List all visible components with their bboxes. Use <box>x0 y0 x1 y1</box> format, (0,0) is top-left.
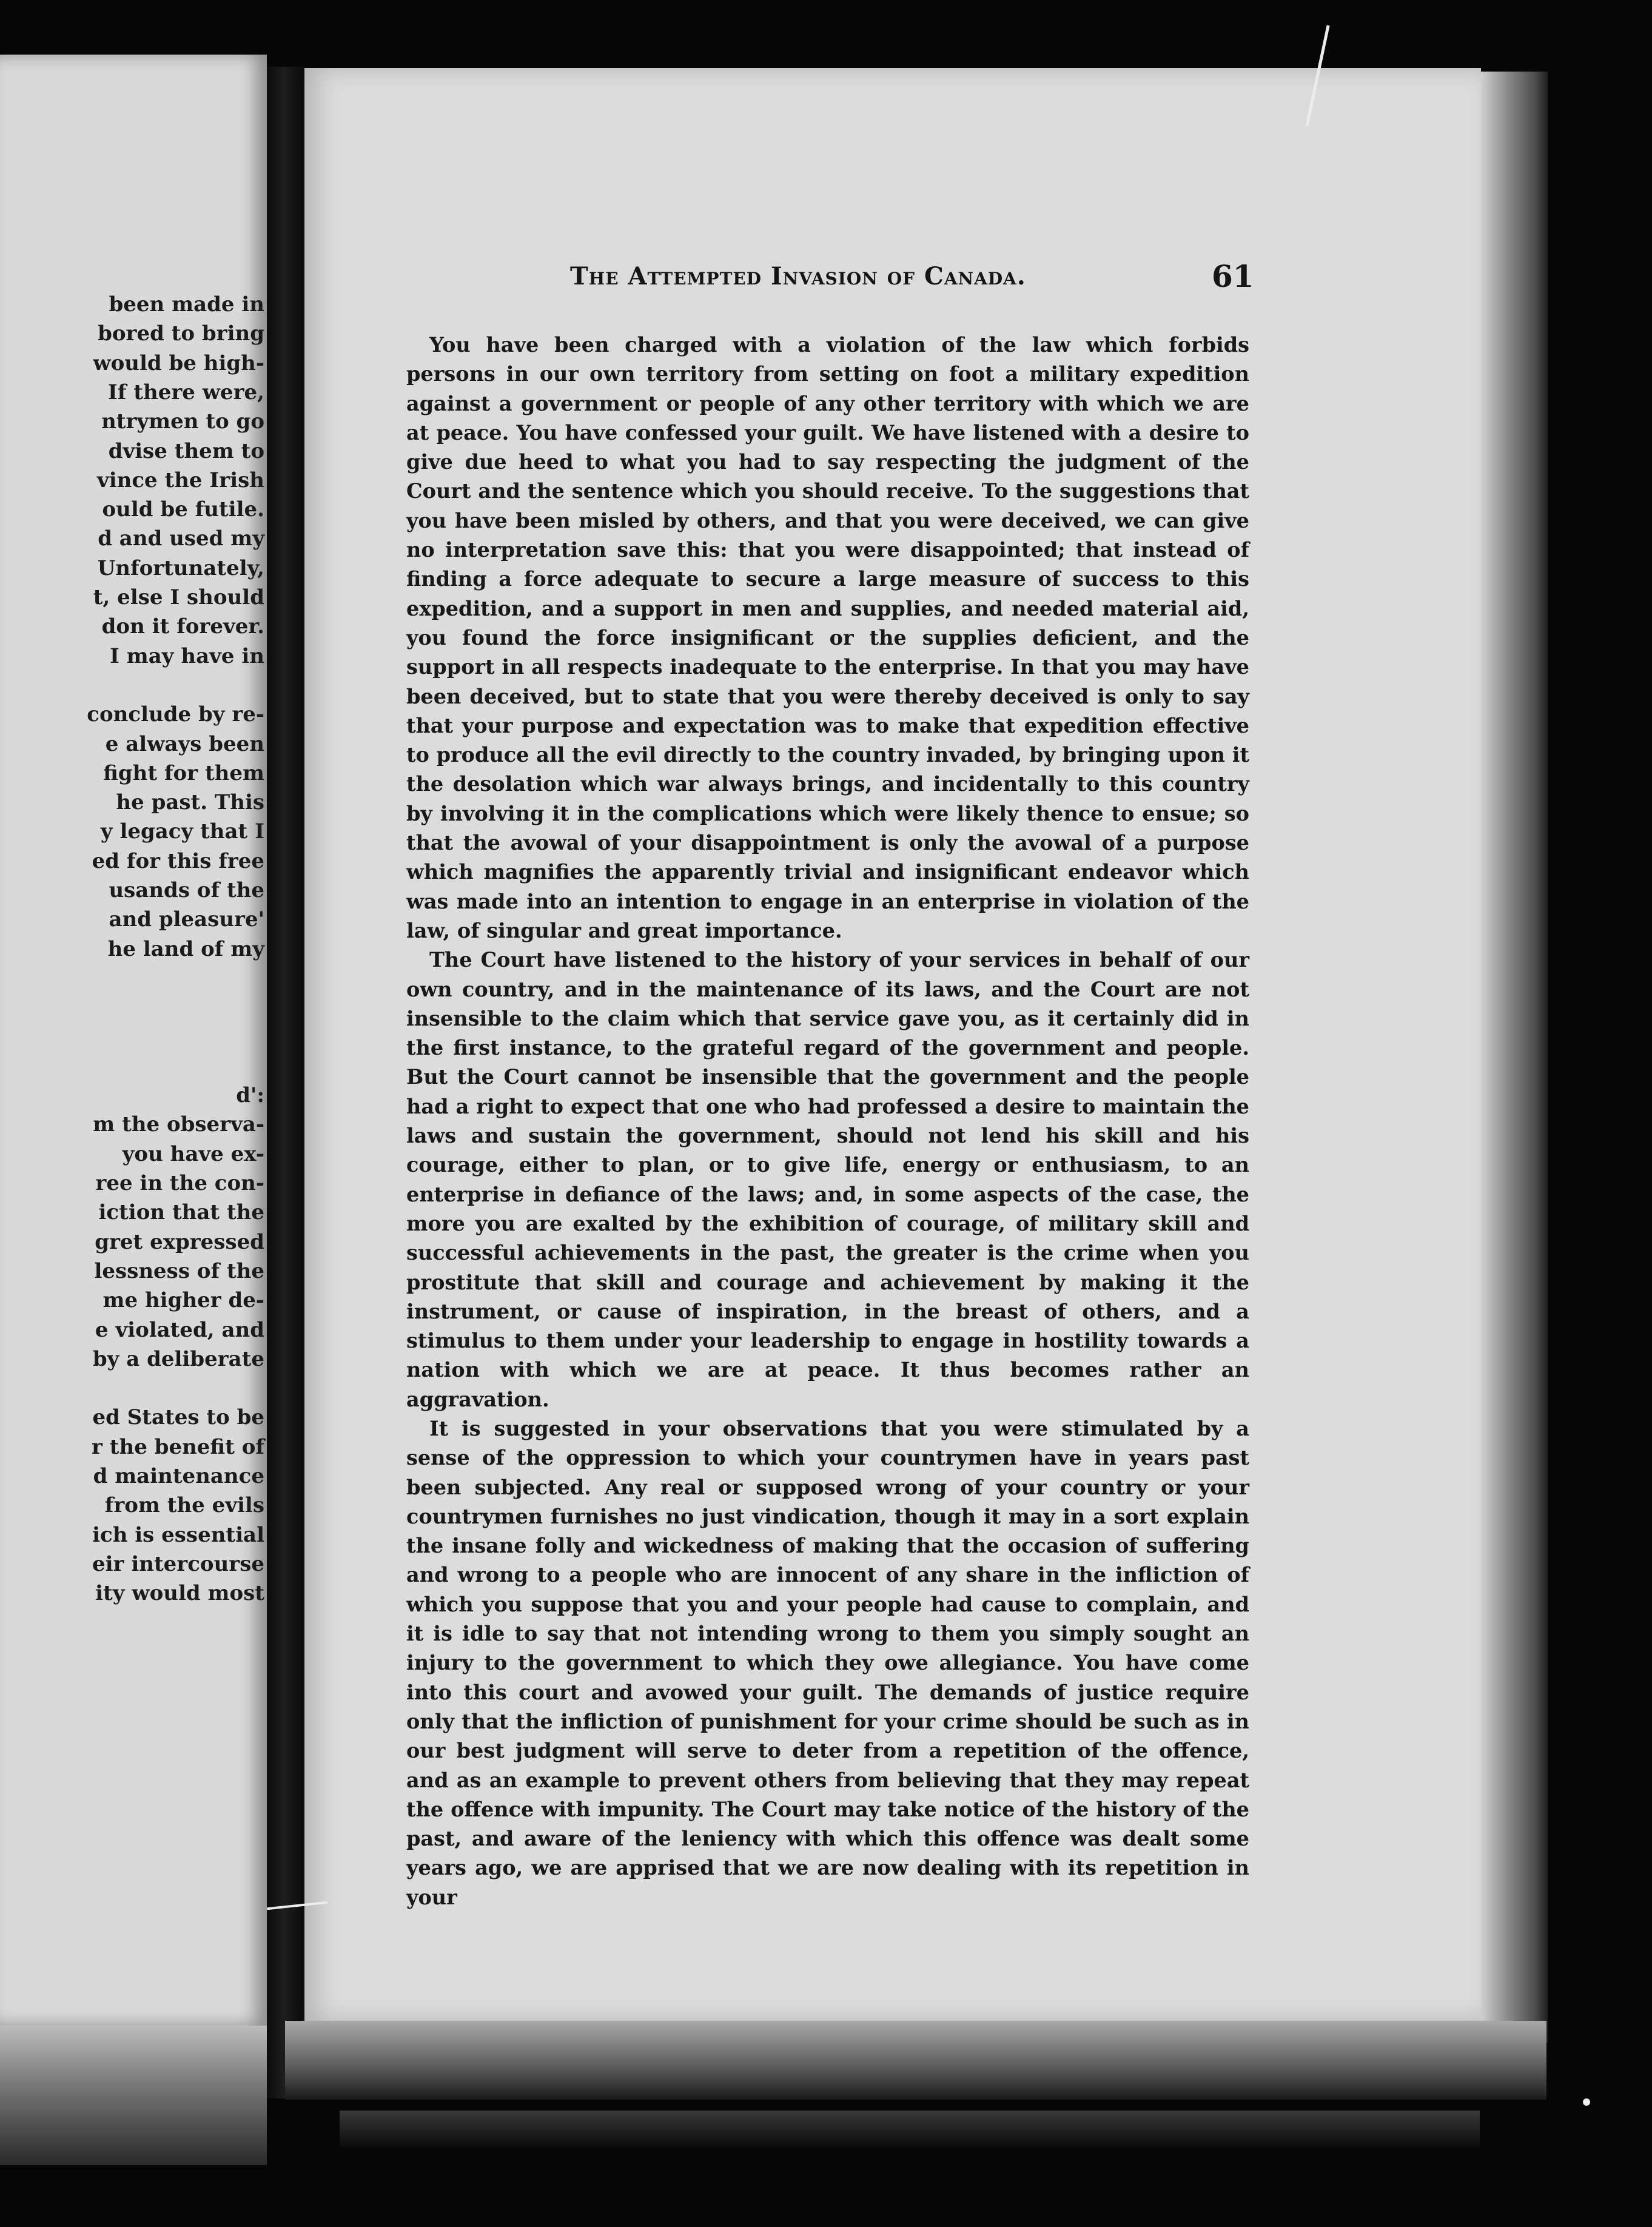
previous-page-line: m the observa- <box>93 1112 264 1137</box>
previous-page-line: d maintenance <box>93 1464 264 1488</box>
previous-page-line: I may have in <box>110 643 264 668</box>
previous-page-line: you have ex- <box>122 1141 264 1166</box>
paragraph: The Court have listened to the history of your services in behalf of our own country, and in the maintenance of its laws, and the Court are not insensible to the claim which that service gave you, as it certainly did in the first instance, to the grateful regard of the government and people. But the Court cannot be insensible that the government and the people had a right to expect that one who had professed a desire to maintain the laws and sustain the government, should not lend his skill and his courage, either to plan, or to give life, energy or enthusiasm, to an enterprise in defiance of the laws; and, in some aspects of the case, the more you are exalted by the exhibition of courage, of military skill and successful achievements in the past, the greater is the crime when you prostitute that skill and courage and achievement by making it the instrument, or cause of inspiration, in the breast of others, and a stimulus to them under your leadership to engage in hostility towards a nation with which we are at peace. It thus becomes rather an aggravation. <box>406 948 1249 1411</box>
previous-page-line: ed for this free <box>92 848 264 873</box>
page-body <box>406 331 1249 1912</box>
previous-page-line: usands of the <box>109 878 264 902</box>
previous-page-line: he past. This <box>116 790 264 815</box>
previous-page-line: ntrymen to go <box>101 409 264 434</box>
scan-speck <box>1583 2098 1590 2106</box>
previous-page-line: gret expressed <box>95 1229 264 1254</box>
page-stack-edge <box>1481 72 1548 2043</box>
previous-page-line: vince the Irish <box>96 468 264 492</box>
previous-page-line: bored to bring <box>98 321 264 346</box>
previous-page-line: dvise them to <box>108 438 264 463</box>
previous-page-line: been made in <box>109 292 264 317</box>
previous-page-line: ree in the con- <box>95 1171 264 1195</box>
previous-page-line: Unfortunately, <box>97 556 264 580</box>
page-bottom-edge <box>285 2021 1546 2100</box>
previous-page-line: by a deliberate <box>92 1346 264 1371</box>
book-gutter <box>267 67 304 2098</box>
previous-page-line: r the benefit of <box>92 1434 264 1459</box>
previous-page-line: and pleasure' <box>109 907 264 932</box>
previous-page-line: don it forever. <box>101 614 264 639</box>
previous-page-line: e violated, and <box>95 1317 264 1342</box>
previous-page-line: y legacy that I <box>100 819 264 844</box>
paragraph: You have been charged with a violation of the law which forbids persons in our own territory from setting on foot a military expedition against a government or people of any other territory with which we are at peace. You have confessed your guilt. We have listened with a desire to give due heed to what you had to say respecting the judgment of the Court and the sentence which you should receive. To the suggestions that you have been misled by others, and that you were deceived, we can give no interpretation save this: that you were disappointed; that instead of finding a force adequate to secure a large measure of success to this expedition, and a support in men and supplies, and needed material aid, you found the force insignificant or the supplies deficient, and the support in all respects inadequate to the enterprise. In that you may have been deceived, but to state that you were thereby deceived is only to say that your purpose and expectation was to make that expedition effective to produce all the evil directly to the country invaded, by bringing upon it the desolation which war always brings, and incidentally to this country by involving it in the complications which were likely thence to ensue; so that the avowal of your disappointment is only the avowal of a purpose which magnifies the apparently trivial and insignificant endeavor which was made into an intention to engage in an enterprise in violation of the law, of singular and great importance. <box>406 333 1249 942</box>
previous-page-fragment <box>0 55 267 2026</box>
previous-page-line: e always been <box>105 731 264 756</box>
previous-page-line: me higher de- <box>102 1288 264 1313</box>
paragraph: It is suggested in your observations that you were stimulated by a sense of the oppression to which your countrymen have in years past been subjected. Any real or supposed wrong of your country or your countrymen furnishes no just vindication, though it may in a sort explain the insane folly and wickedness of making that the occasion of suffering and wrong to a people who are innocent of any share in the infliction of which you suppose that you and your people had cause to complain, and it is idle to say that not intending wrong to them you simply sought an injury to the government to which they owe allegiance. You have come into this court and avowed your guilt. The demands of justice require only that the infliction of punishment for your crime should be such as in our best judgment will serve to deter from a repetition of the offence, and as an example to prevent others from believing that they may repeat the offence with impunity. The Court may take notice of the history of the past, and aware of the leniency with which this offence was dealt some years ago, we are apprised that we are now dealing with its repetition in your <box>406 1416 1249 1909</box>
previous-page-line: If there were, <box>107 380 264 405</box>
previous-page-line: ich is essential <box>92 1522 264 1547</box>
previous-page-line: fight for them <box>103 761 264 785</box>
previous-page-line: would be high- <box>93 351 264 375</box>
previous-page-line: from the evils <box>104 1493 264 1518</box>
previous-page-line: lessness of the <box>94 1258 264 1283</box>
previous-page-line: conclude by re- <box>87 702 264 727</box>
previous-page-line: ity would most <box>95 1581 264 1606</box>
previous-page-line: d': <box>236 1083 264 1108</box>
previous-page-line: he land of my <box>107 936 264 961</box>
running-header: The Attempted Invasion of Canada. <box>570 262 1026 291</box>
previous-page-line: ed States to be <box>92 1405 264 1430</box>
previous-page-line: ould be futile. <box>102 497 264 522</box>
page-number: 61 <box>1212 258 1254 294</box>
previous-page-line: eir intercourse <box>92 1551 264 1576</box>
previous-page-edge <box>0 2026 267 2165</box>
previous-page-line: d and used my <box>98 526 264 551</box>
page-bottom-shadow <box>340 2111 1480 2147</box>
previous-page-line: t, else I should <box>93 585 264 610</box>
previous-page-line: iction that the <box>98 1200 264 1225</box>
